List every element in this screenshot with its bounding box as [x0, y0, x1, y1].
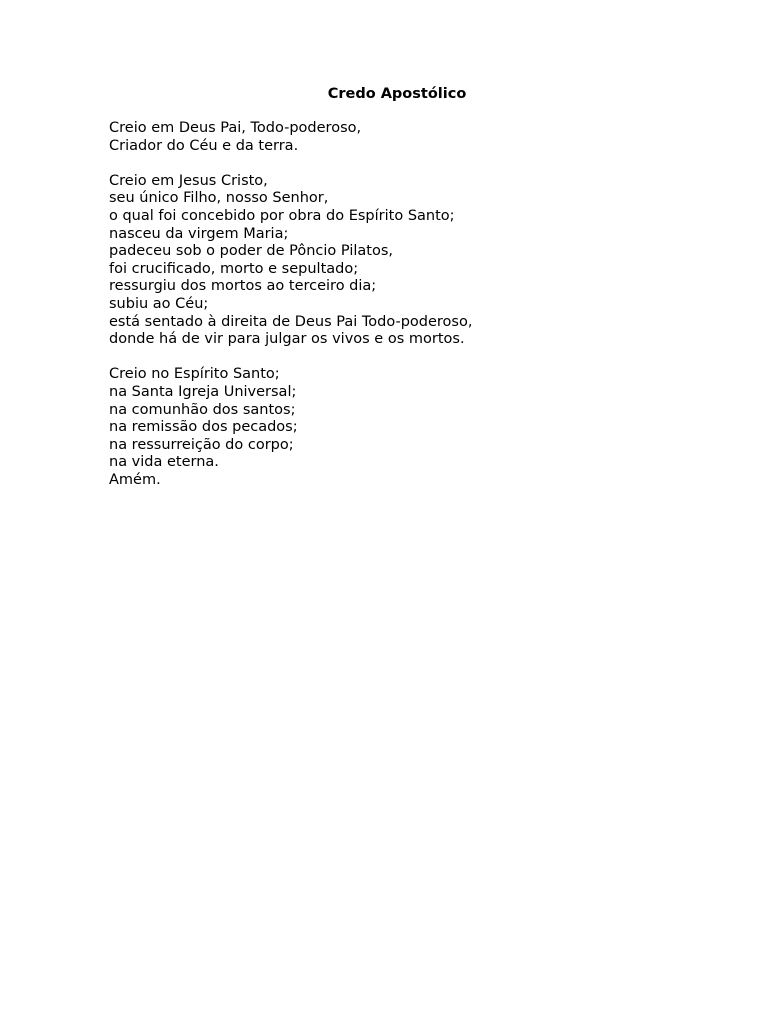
text-line: na remissão dos pecados; [109, 419, 298, 436]
stanza-3 [109, 366, 709, 489]
text-line: Creio no Espírito Santo; [109, 366, 280, 383]
text-line: na Santa Igreja Universal; [109, 383, 297, 400]
text-line: padeceu sob o poder de Pôncio Pilatos, [109, 243, 393, 260]
stanza-1 [109, 120, 709, 155]
text-line: subiu ao Céu; [109, 295, 209, 312]
text-line: na vida eterna. [109, 454, 219, 471]
text-line: na ressurreição do corpo; [109, 436, 294, 453]
text-line: Creio em Deus Pai, Todo-poderoso, [109, 120, 362, 136]
document-title: Credo Apostólico [327, 86, 467, 102]
document-body [109, 120, 709, 507]
text-line: Creio em Jesus Cristo, [109, 172, 268, 189]
text-line: Criador do Céu e da terra. [109, 137, 299, 154]
text-line: está sentado à direita de Deus Pai Todo-poderoso, [109, 313, 473, 330]
text-line: donde há de vir para julgar os vivos e os mortos. [109, 331, 465, 348]
text-line: na comunhão dos santos; [109, 401, 296, 418]
text-line: seu único Filho, nosso Senhor, [109, 190, 329, 207]
text-line: ressurgiu dos mortos ao terceiro dia; [109, 278, 377, 295]
text-line: o qual foi concebido por obra do Espírito Santo; [109, 207, 455, 224]
text-line: nasceu da virgem Maria; [109, 225, 289, 242]
text-line: Amém. [109, 471, 161, 488]
text-line: foi crucificado, morto e sepultado; [109, 260, 359, 277]
stanza-2 [109, 173, 709, 349]
